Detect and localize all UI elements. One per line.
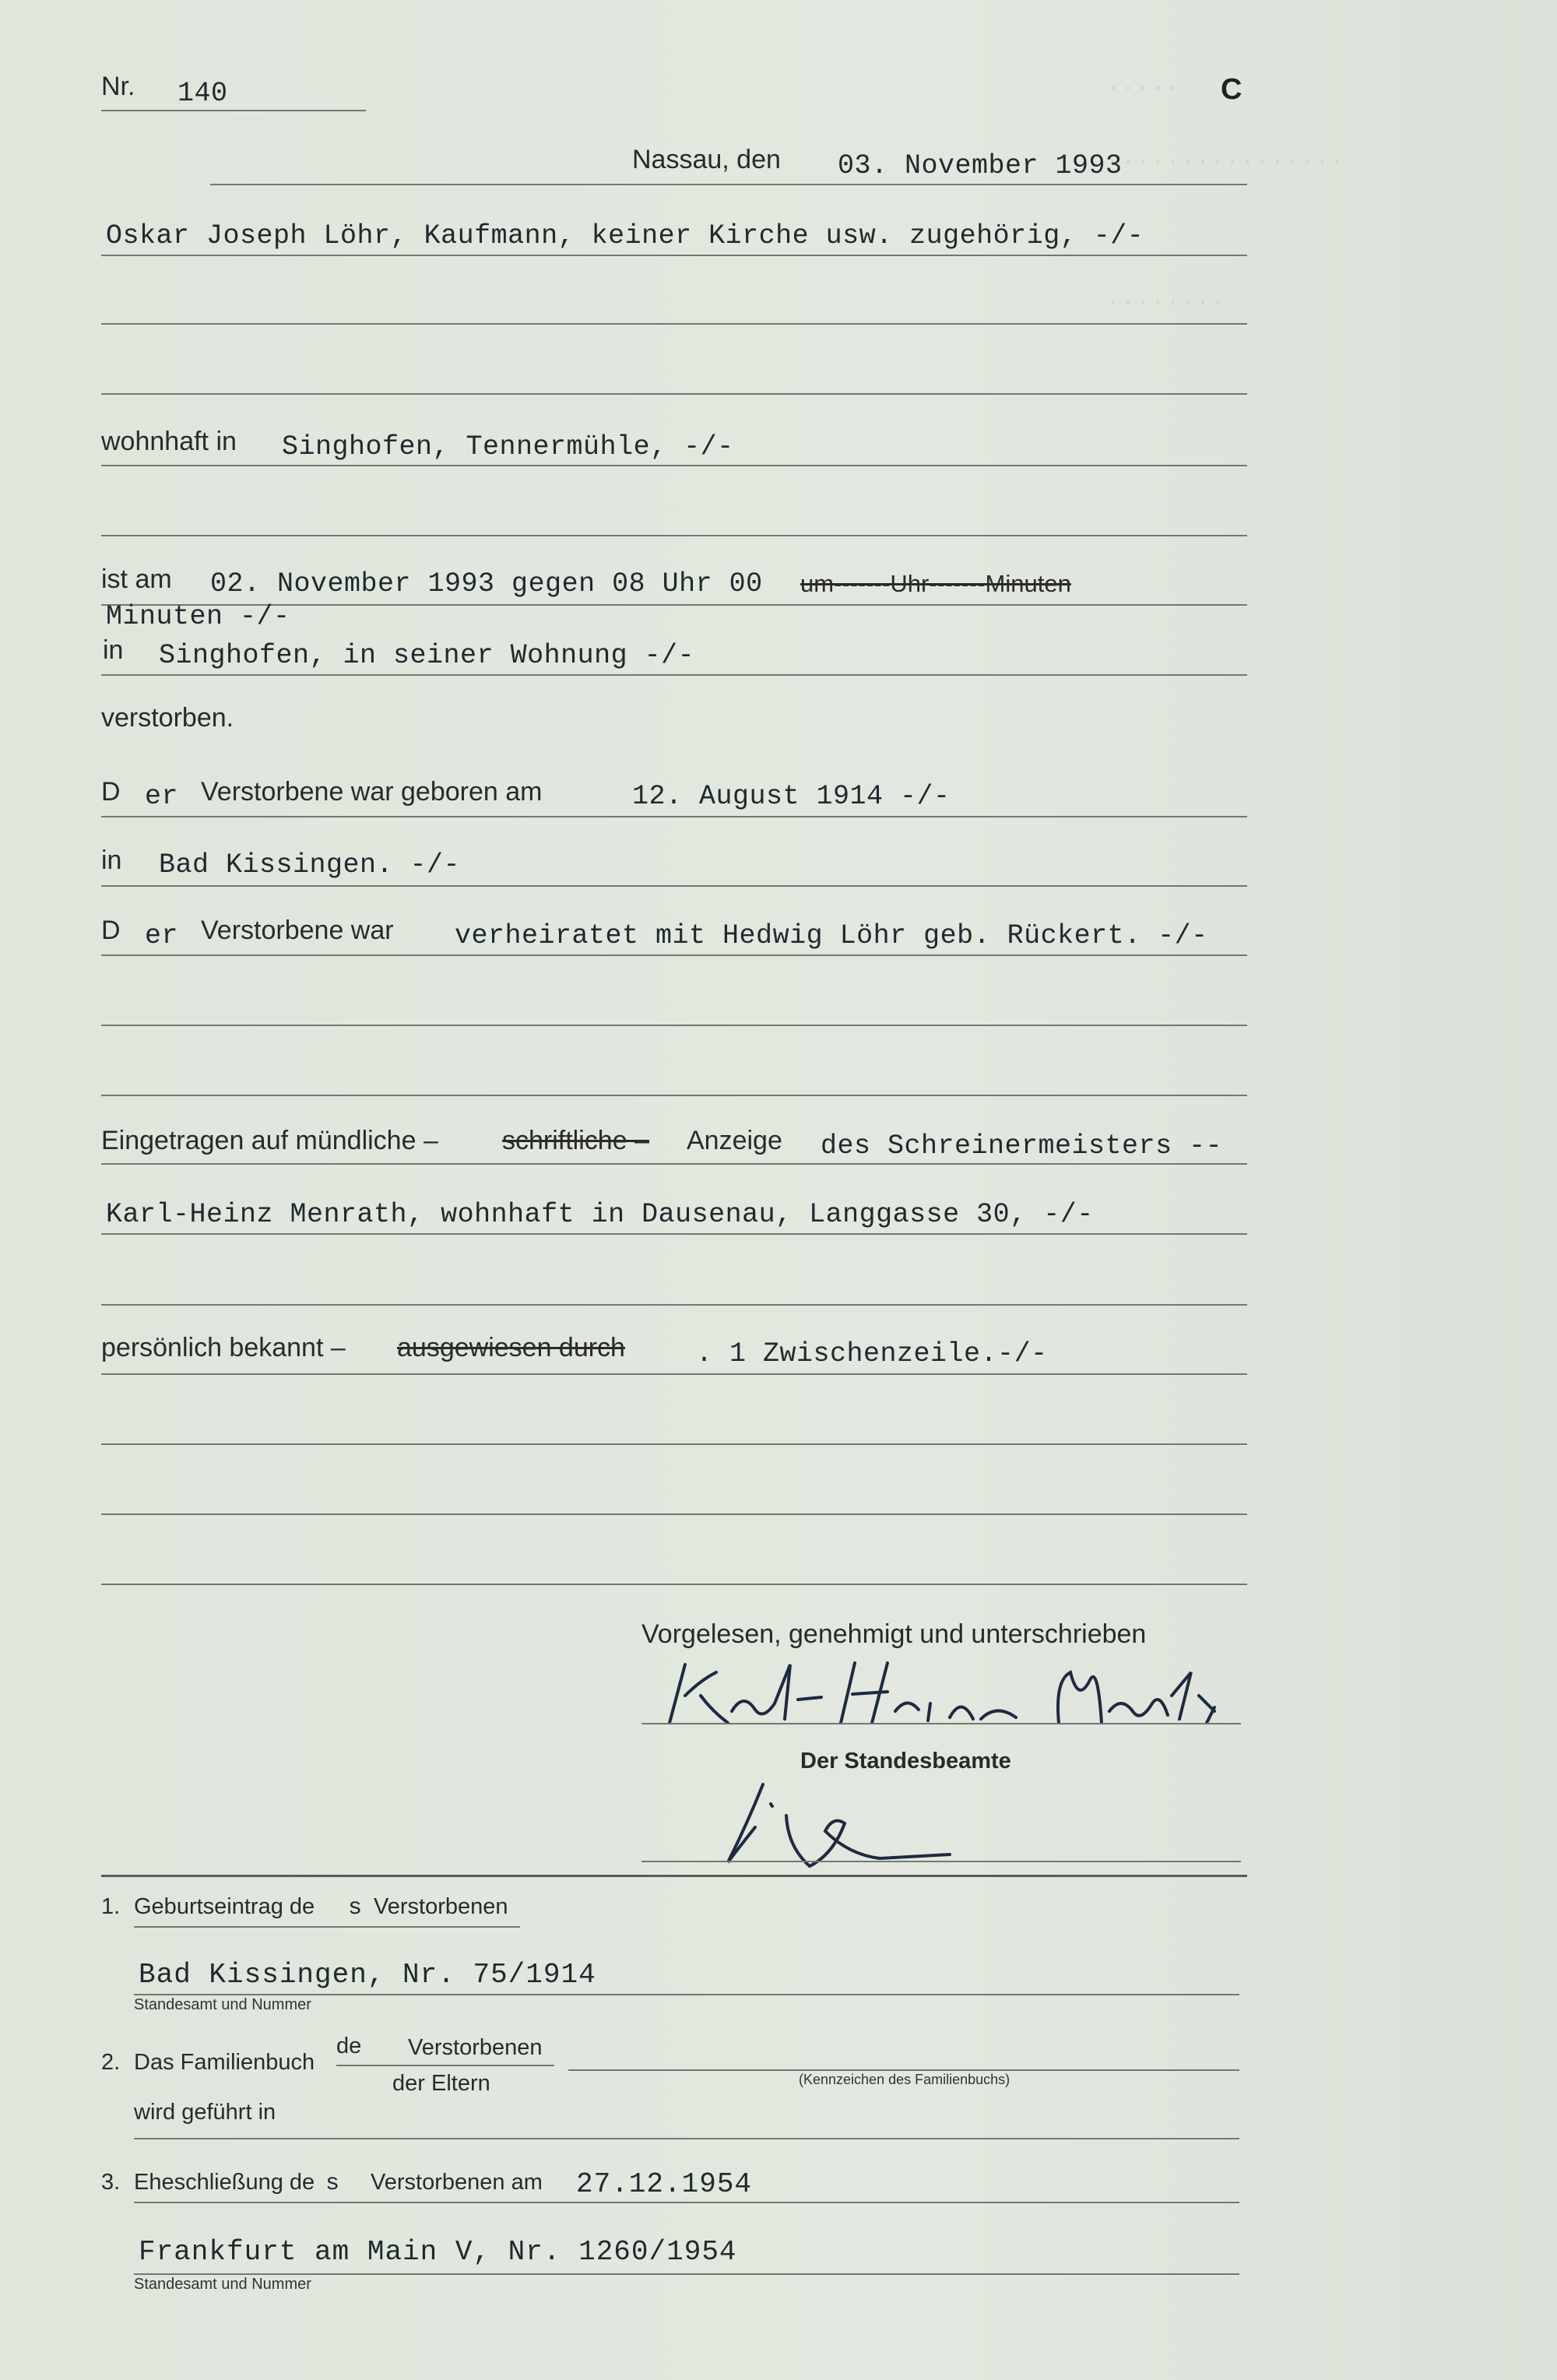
rule (101, 1163, 1247, 1165)
rule (134, 2273, 1239, 2275)
footnote2-number: 2. (101, 2050, 121, 2075)
rule (101, 1025, 1247, 1026)
identity-label: persönlich bekannt – (101, 1333, 346, 1362)
form-letter: C (1221, 73, 1242, 106)
nr-label: Nr. (101, 72, 135, 101)
informant-name-address: Karl-Heinz Menrath, wohnhaft in Dausenau, Langgasse 30, -/- (106, 1199, 1094, 1230)
footnote2-option-parents: der Eltern (392, 2071, 490, 2096)
footnote3-caption: Standesamt und Nummer (134, 2276, 311, 2293)
footnote1-label: Geburtseintrag de (134, 1894, 315, 1919)
death-datetime: 02. November 1993 gegen 08 Uhr 00 (210, 568, 763, 599)
footnote3-fill: s (325, 2171, 340, 2197)
rule (101, 1233, 1247, 1235)
bleed-through-text: ∙∙∙∙∙ (1105, 74, 1181, 103)
registration-struck: schriftliche – (502, 1126, 649, 1155)
rule (134, 1994, 1239, 1995)
rule (134, 2138, 1239, 2139)
informant-signature (654, 1649, 1222, 1735)
rule (101, 1095, 1247, 1096)
footnote1-underline (134, 1926, 520, 1928)
rule (101, 1584, 1247, 1585)
footnote2-label: Das Familienbuch (134, 2050, 315, 2075)
birth-d-label: D (101, 777, 121, 807)
birth-er-fill: er (145, 781, 179, 812)
death-minutes-continuation: Minuten -/- (106, 601, 290, 632)
identity-struck: ausgewiesen durch (397, 1333, 625, 1362)
marital-label: Verstorbene war (201, 916, 394, 945)
family-book-line (568, 2069, 1239, 2071)
rule (101, 1513, 1247, 1515)
marriage-register-entry: Frankfurt am Main V, Nr. 1260/1954 (139, 2236, 737, 2268)
birth-place-label: in (101, 845, 122, 875)
rule (101, 393, 1247, 395)
informant-signature-line (641, 1723, 1241, 1724)
rule (101, 1443, 1247, 1445)
footnote2-option-deceased: Verstorbenen (408, 2035, 543, 2060)
footnote2-caption: (Kennzeichen des Familienbuchs) (799, 2072, 1010, 2087)
rule (101, 255, 1247, 256)
rule (101, 535, 1247, 536)
marital-d-label: D (101, 916, 121, 945)
death-place-label: in (103, 635, 124, 665)
read-approved-label: Vorgelesen, genehmigt und unterschrieben (641, 1619, 1147, 1649)
rule (101, 816, 1247, 817)
marriage-date: 27.12.1954 (576, 2168, 753, 2200)
rule (101, 1373, 1247, 1375)
footnote1-fill: s (348, 1895, 363, 1921)
footnote3-label-b: Verstorbenen am (371, 2170, 543, 2195)
official-label: Der Standesbeamte (800, 1749, 1011, 1774)
footnote1-caption: Standesamt und Nummer (134, 1996, 311, 2013)
rule (101, 323, 1247, 325)
verstorben-label: verstorben. (101, 703, 234, 733)
footnote2-label-kept-in: wird geführt in (134, 2100, 276, 2125)
rule (101, 674, 1247, 676)
birth-place: Bad Kissingen. -/- (159, 849, 461, 881)
registration-label-anzeige: Anzeige (687, 1126, 782, 1155)
struck-time-template: um-------Uhr-------Minuten (800, 570, 1071, 597)
bleed-through-text: ∙∙∙∙∙∙∙∙ (1105, 288, 1225, 317)
footnote1-label-b: Verstorbenen (374, 1894, 508, 1919)
birth-register-entry: Bad Kissingen, Nr. 75/1914 (139, 1959, 596, 1991)
bleed-through-text: ∙∙∙∙∙∙∙∙∙∙∙∙∙∙∙∙ (1105, 148, 1345, 177)
footnote3-number: 3. (101, 2170, 121, 2195)
rule (101, 954, 1247, 956)
footnote-divider (101, 1875, 1247, 1877)
death-place: Singhofen, in seiner Wohnung -/- (159, 640, 695, 671)
residence-label: wohnhaft in (101, 427, 237, 456)
death-date-label: ist am (101, 564, 172, 594)
footnote3-label: Eheschließung de (134, 2170, 315, 2195)
rule (101, 1304, 1247, 1306)
registration-date: 03. November 1993 (838, 150, 1123, 181)
marital-er-fill: er (145, 920, 179, 951)
date-underline (210, 184, 1247, 185)
marital-status: verheiratet mit Hedwig Löhr geb. Rückert. -/- (455, 920, 1208, 951)
footnote2-option-divider (336, 2065, 554, 2066)
birth-label: Verstorbene war geboren am (201, 777, 543, 807)
nr-value: 140 (177, 78, 228, 109)
footnote1-number: 1. (101, 1894, 121, 1919)
nr-underline (101, 110, 366, 111)
birth-date: 12. August 1914 -/- (632, 781, 951, 812)
footnote2-de: de (336, 2034, 362, 2058)
rule (134, 2202, 1239, 2203)
official-signature-line (641, 1861, 1241, 1862)
informant-title: des Schreinermeisters -- (821, 1130, 1223, 1162)
registration-label: Eingetragen auf mündliche – (101, 1126, 438, 1155)
place-label: Nassau, den (632, 145, 781, 174)
rule (101, 885, 1247, 887)
deceased-name-line: Oskar Joseph Löhr, Kaufmann, keiner Kirche usw. zugehörig, -/- (106, 220, 1144, 251)
identity-note: . 1 Zwischenzeile.-/- (696, 1338, 1048, 1369)
rule (101, 465, 1247, 466)
residence-value: Singhofen, Tennermühle, -/- (282, 431, 734, 462)
